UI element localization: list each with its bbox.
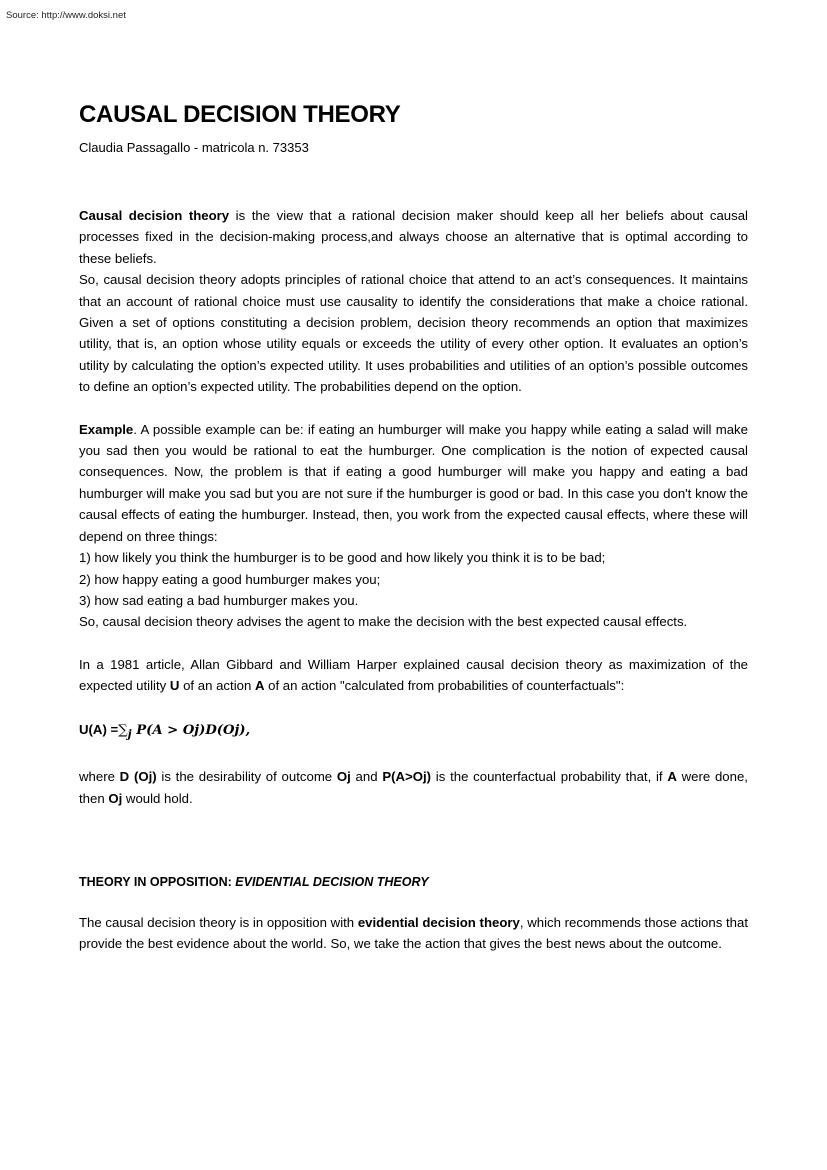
intro-section bbox=[79, 205, 748, 398]
example-text: . A possible example can be: if eating an humburger will make you happy while eating a salad will make you sad then you would be rational to eat the humburger. One complication is the notion of expected causal consequences. Now, the problem is that if eating a good humburger will make you happy and eating a bad humburger will make you sad but you are not sure if the humburger is good or bad. In this case you don't know the causal effects of eating the humburger. Instead, then, you work from the expected causal effects, where these will depend on three things: bbox=[79, 421, 748, 544]
where-text: would hold. bbox=[122, 790, 193, 806]
where-paragraph bbox=[79, 766, 748, 809]
where-d: D (Oj) bbox=[119, 769, 157, 785]
intro-paragraph-1 bbox=[79, 205, 748, 269]
formula-sigma: ∑ bbox=[118, 722, 128, 738]
where-p: P(A>Oj) bbox=[382, 769, 432, 785]
where-oj: Oj bbox=[108, 790, 123, 806]
opposition-heading bbox=[79, 873, 748, 891]
opposition-heading-text: THEORY IN OPPOSITION: bbox=[79, 874, 236, 889]
opposition-heading-italic: EVIDENTIAL DECISION THEORY bbox=[235, 874, 429, 889]
where-section bbox=[79, 766, 748, 809]
intro-term: Causal decision theory bbox=[79, 208, 230, 223]
opposition-term: evidential decision theory bbox=[357, 914, 520, 930]
list-item: 2) how happy eating a good humburger makes you; bbox=[79, 571, 381, 587]
gibbard-paragraph bbox=[79, 654, 748, 697]
intro-text-1: is the view that a rational decision maker should keep all her beliefs about causal processes fixed in the decision-making process,and always choose an alternative that is optimal according to these beliefs. bbox=[79, 208, 748, 266]
example-conclusion: So, causal decision theory advises the agent to make the decision with the best expected causal effects. bbox=[79, 614, 688, 630]
example-list bbox=[79, 547, 748, 611]
source-url: Source: http://www.doksi.net bbox=[6, 10, 126, 21]
opposition-paragraph bbox=[79, 912, 748, 955]
example-paragraph bbox=[79, 419, 748, 547]
list-item: 3) how sad eating a bad humburger makes you. bbox=[79, 592, 359, 608]
example-label: Example bbox=[79, 421, 134, 437]
gibbard-text-1: In a 1981 article, Allan Gibbard and William Harper explained causal decision theory as maximization of the expected utility bbox=[79, 656, 748, 694]
opposition-text-1: The causal decision theory is in opposition with bbox=[79, 914, 358, 930]
where-a: A bbox=[667, 769, 677, 785]
page-title: CAUSAL DECISION THEORY bbox=[79, 101, 401, 128]
author-line: Claudia Passagallo - matricola n. 73353 bbox=[79, 140, 309, 155]
gibbard-text-2: of an action bbox=[179, 678, 255, 694]
gibbard-a: A bbox=[254, 678, 265, 694]
where-text: where bbox=[79, 769, 120, 785]
where-text: were done, then bbox=[79, 769, 748, 806]
where-text: and bbox=[350, 769, 383, 785]
example-section bbox=[79, 419, 748, 633]
where-oj: Oj bbox=[336, 769, 351, 785]
utility-formula bbox=[79, 719, 748, 746]
opposition-text-2: , which recommends those actions that provide the best evidence about the world. So, we take the action that gives the best news about the outcome. bbox=[79, 914, 748, 952]
gibbard-section bbox=[79, 654, 748, 697]
gibbard-u: U bbox=[169, 678, 180, 694]
formula-rhs: P(A > Oj)D(Oj), bbox=[131, 722, 251, 738]
where-text: is the desirability of outcome bbox=[156, 769, 337, 785]
list-item: 1) how likely you think the humburger is to be good and how likely you think it is to be bad; bbox=[79, 550, 606, 566]
opposition-section bbox=[79, 912, 748, 955]
document-page bbox=[79, 100, 748, 955]
intro-paragraph-2: So, causal decision theory adopts principles of rational choice that attend to an act’s consequences. It maintains that an account of rational choice must use causality to identify the considerations that make a choice rational. Given a set of options constituting a decision problem, decision theory recommends an option that maximizes utility, that is, an option whose utility equals or exceeds the utility of every other option. It evaluates an option’s utility by calculating the option’s expected utility. It uses probabilities and utilities of an option’s possible outcomes to define an option’s expected utility. The probabilities depend on the option. bbox=[79, 272, 748, 395]
where-text: is the counterfactual probability that, if bbox=[431, 769, 668, 785]
formula-subscript: j bbox=[127, 727, 132, 741]
gibbard-text-3: of an action "calculated from probabilities of counterfactuals": bbox=[264, 678, 625, 694]
formula-lhs: U(A) = bbox=[79, 721, 119, 737]
